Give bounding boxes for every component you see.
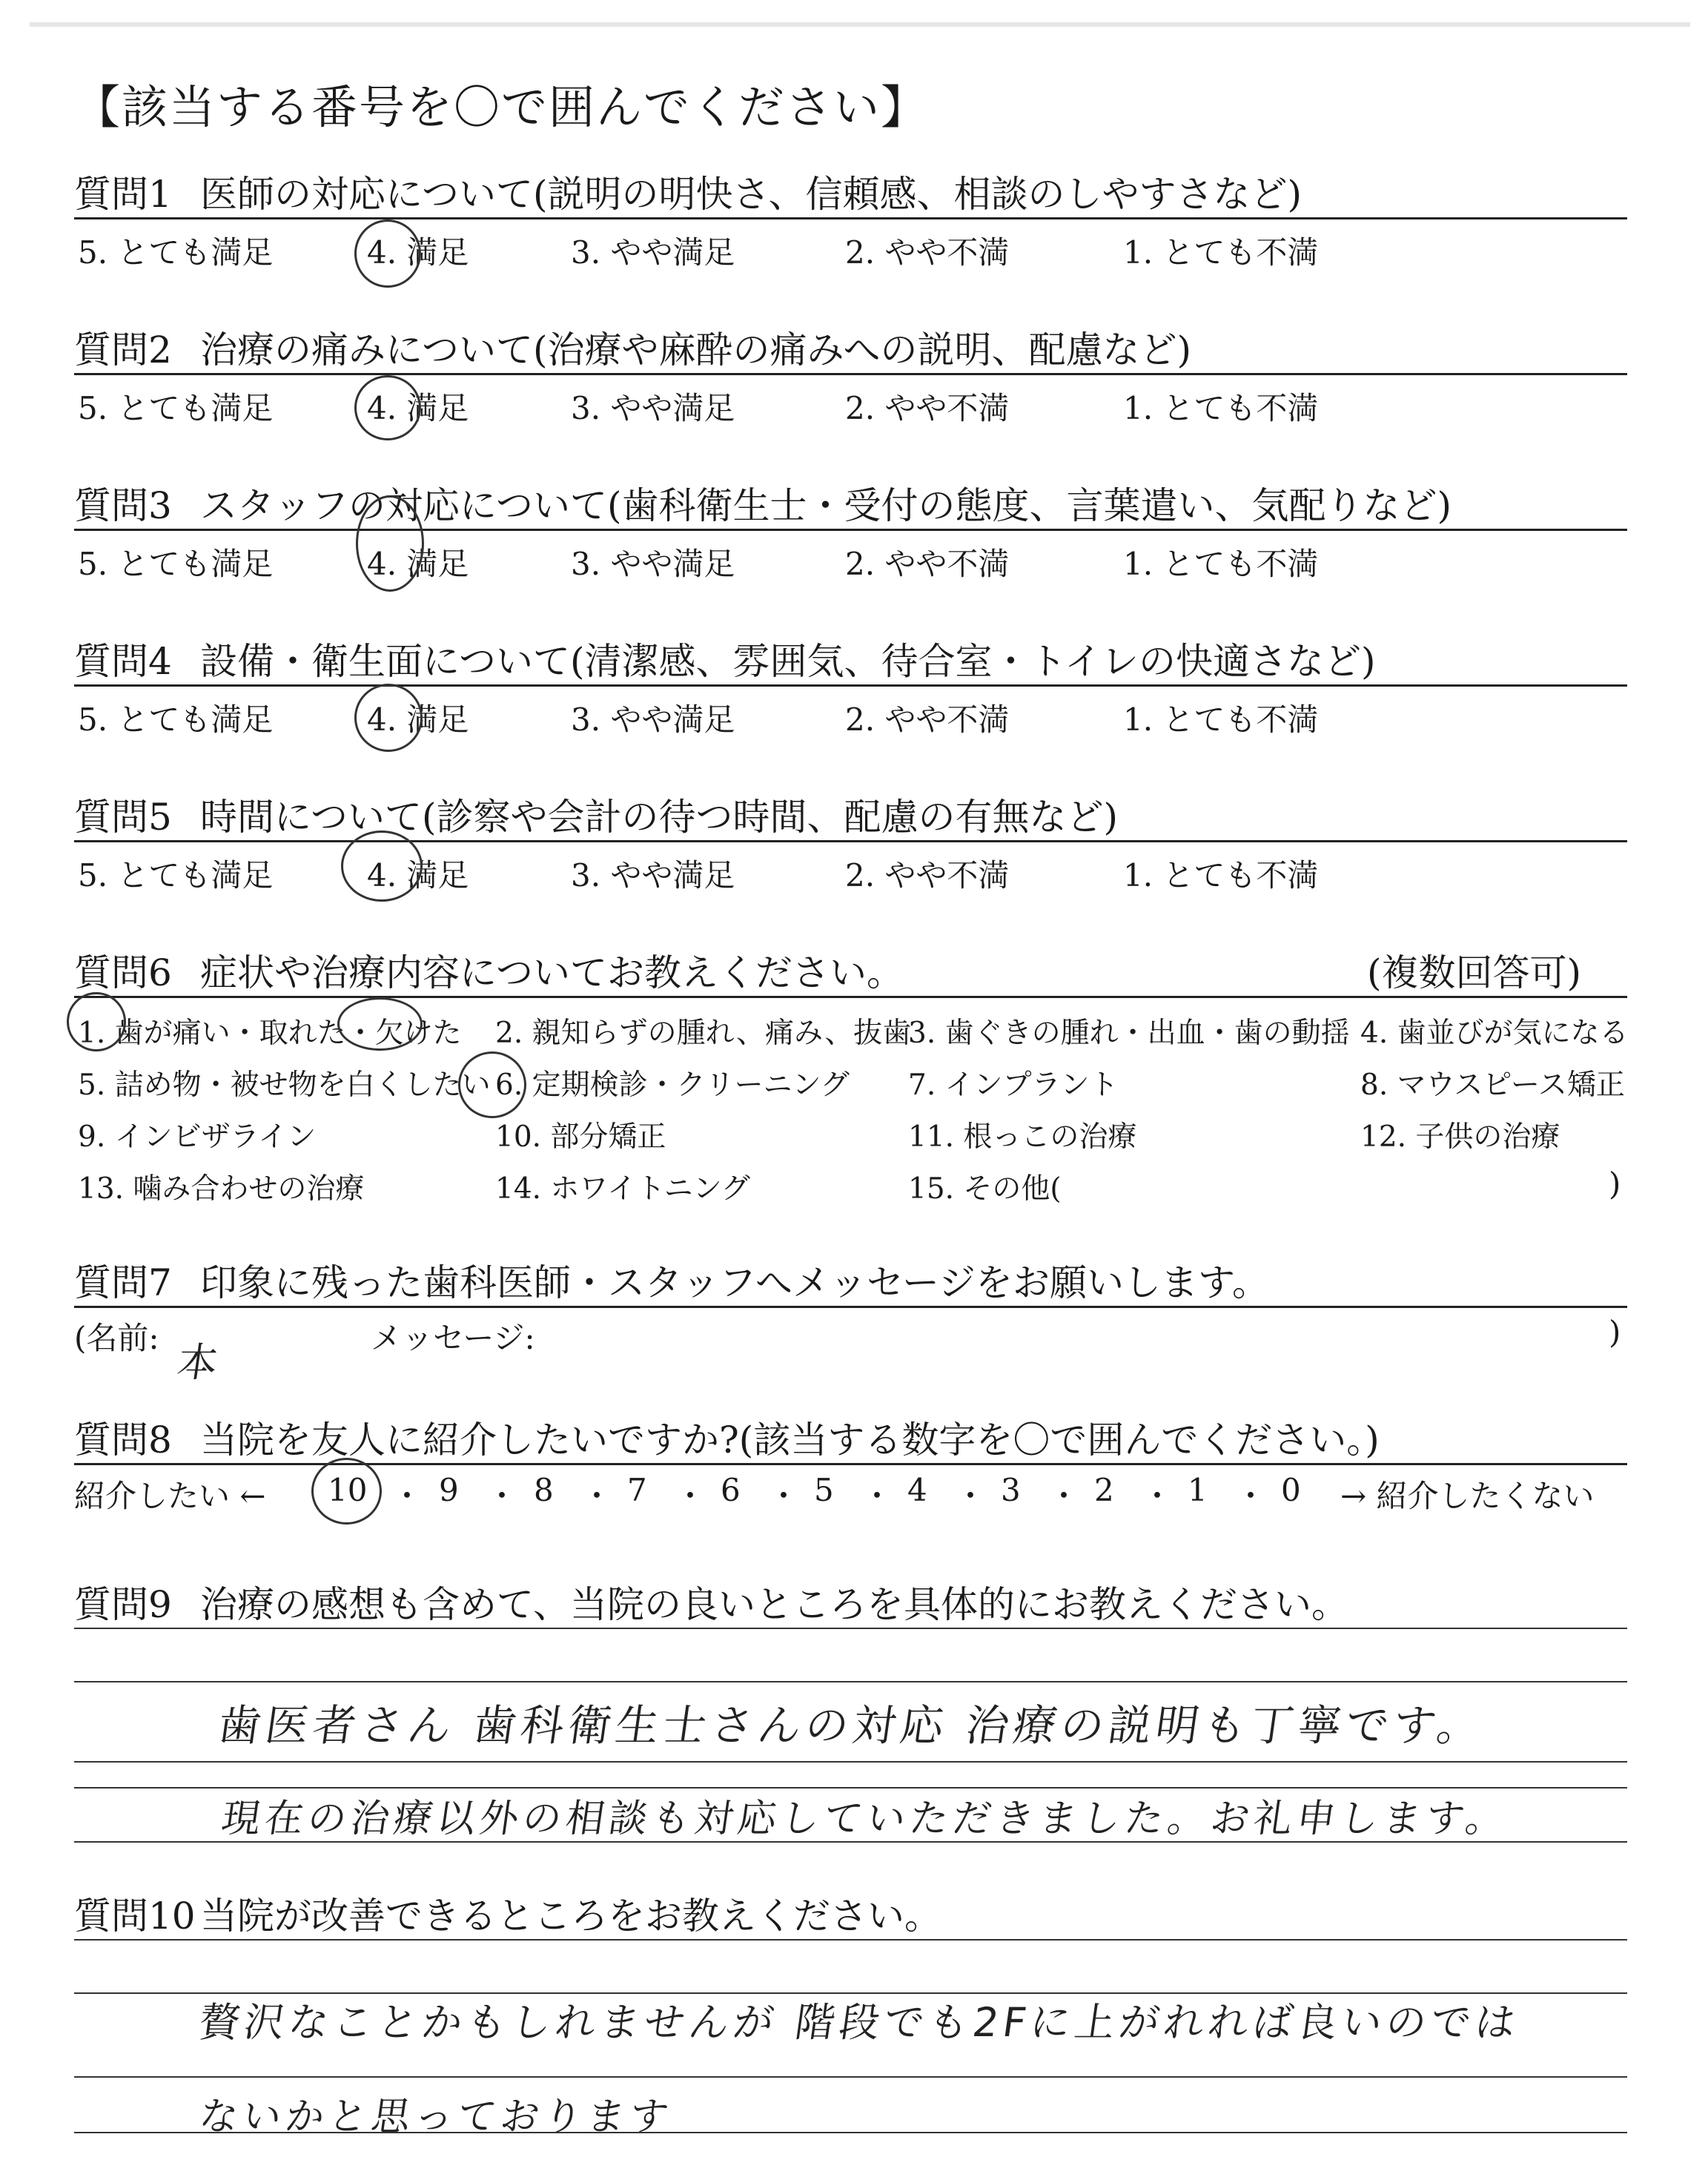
rating-option[interactable]: 5. とても満足 [78, 390, 274, 426]
symptom-option[interactable]: 9. インビザライン [78, 1120, 317, 1154]
rating-option[interactable]: 2. やや不満 [845, 546, 1010, 582]
scale-option-3[interactable]: 3 [1001, 1472, 1021, 1508]
scale-option-5[interactable]: 5 [814, 1472, 834, 1508]
scale-separator: ・ [768, 1478, 800, 1514]
message-label[interactable]: メッセージ: [371, 1320, 535, 1356]
question-text: 治療の感想も含めて、当院の良いところを具体的にお教えください。 [200, 1583, 1348, 1626]
question-text: 症状や治療内容についてお教えください。 [200, 951, 904, 994]
rating-option[interactable]: 2. やや不満 [845, 234, 1010, 271]
question-text: 当院が改善できるところをお教えください。 [200, 1895, 941, 1938]
question-number: 質問7 [74, 1261, 172, 1304]
question-divider [74, 840, 1627, 842]
scale-separator: ・ [1235, 1478, 1267, 1514]
rating-option[interactable]: 4. 満足 [367, 234, 469, 271]
question-text: 当院を友人に紹介したいですか?(該当する数字を〇で囲んでください。) [200, 1418, 1380, 1462]
symptom-option[interactable]: 3. 歯ぐきの腫れ・出血・歯の動揺 [908, 1017, 1350, 1050]
rating-option[interactable]: 2. やや不満 [845, 857, 1010, 894]
symptom-option[interactable]: 6. 定期検診・クリーニング [495, 1069, 850, 1102]
answer-line [74, 1939, 1627, 1941]
answer-circle-mark [354, 375, 421, 440]
symptom-option[interactable]: 11. 根っこの治療 [908, 1120, 1137, 1154]
question-text: 治療の痛みについて(治療や麻酔の痛みへの説明、配慮など) [200, 328, 1192, 371]
question-divider [74, 1306, 1627, 1308]
scale-separator: ・ [486, 1478, 518, 1514]
recommend-left-label: 紹介したい ← [74, 1478, 266, 1514]
rating-option[interactable]: 5. とても満足 [78, 857, 274, 894]
rating-option[interactable]: 5. とても満足 [78, 234, 274, 271]
question-3 [74, 476, 1452, 529]
rating-option[interactable]: 2. やや不満 [845, 701, 1010, 738]
symptom-option[interactable]: 7. インプラント [908, 1069, 1119, 1102]
answer-line [74, 2076, 1627, 2078]
question-divider [74, 529, 1627, 531]
scale-option-6[interactable]: 6 [721, 1472, 741, 1508]
question-5 [74, 787, 1118, 841]
multiple-answer-note: (複数回答可) [1367, 951, 1582, 994]
question-number: 質問3 [74, 484, 172, 527]
question-text: スタッフの対応について(歯科衛生士・受付の態度、言葉遣い、気配りなど) [200, 484, 1452, 527]
symptom-option[interactable]: 5. 詰め物・被せ物を白くしたい [78, 1069, 491, 1102]
question-8 [74, 1410, 1380, 1464]
question-number: 質問4 [74, 640, 172, 683]
symptom-option[interactable]: 15. その他( [908, 1172, 1062, 1206]
question-number: 質問1 [74, 173, 172, 216]
question-2 [74, 320, 1191, 374]
scale-separator: ・ [675, 1478, 706, 1514]
question-number: 質問2 [74, 328, 172, 371]
question-number: 質問8 [74, 1418, 172, 1462]
symptom-option[interactable]: 8. マウスピース矯正 [1360, 1069, 1625, 1102]
scale-option-9[interactable]: 9 [439, 1472, 459, 1508]
question-divider [74, 1463, 1627, 1465]
question-9 [74, 1575, 1348, 1628]
rating-option[interactable]: 1. とても不満 [1123, 701, 1319, 738]
scale-separator: ・ [391, 1478, 423, 1514]
message-close-paren: ) [1609, 1314, 1621, 1350]
symptom-option[interactable]: 4. 歯並びが気になる [1360, 1017, 1629, 1050]
other-close-paren: ) [1609, 1166, 1621, 1202]
rating-option[interactable]: 1. とても不満 [1123, 546, 1319, 582]
question-number: 質問9 [74, 1583, 172, 1626]
answer-line [74, 1681, 1627, 1682]
rating-option[interactable]: 1. とても不満 [1123, 390, 1319, 426]
rating-option[interactable]: 3. やや満足 [571, 546, 735, 582]
handwritten-answer: 現在の治療以外の相談も対応していただきました。お礼申します。 [219, 1797, 1512, 1841]
answer-circle-mark [356, 495, 424, 592]
rating-option[interactable]: 5. とても満足 [78, 546, 274, 582]
top-edge-line [30, 22, 1690, 27]
rating-option[interactable]: 1. とても不満 [1123, 234, 1319, 271]
rating-option[interactable]: 4. 満足 [367, 857, 469, 894]
handwritten-answer: 歯医者さん 歯科衛生士さんの対応 治療の説明も丁寧です。 [214, 1700, 1489, 1751]
scale-separator: ・ [1142, 1478, 1174, 1514]
question-number: 質問5 [74, 796, 172, 839]
answer-circle-mark [337, 997, 423, 1051]
rating-option[interactable]: 4. 満足 [367, 701, 469, 738]
symptom-option[interactable]: 12. 子供の治療 [1360, 1120, 1560, 1154]
scale-separator: ・ [955, 1478, 987, 1514]
question-number: 質問6 [74, 951, 172, 994]
answer-circle-mark [354, 219, 421, 288]
question-divider [74, 684, 1627, 687]
rating-option[interactable]: 5. とても満足 [78, 701, 274, 738]
question-6 [74, 943, 1582, 997]
question-1 [74, 165, 1302, 218]
symptom-option[interactable]: 13. 噛み合わせの治療 [78, 1172, 365, 1206]
scale-option-7[interactable]: 7 [627, 1472, 647, 1508]
rating-option[interactable]: 4. 満足 [367, 390, 469, 426]
answer-circle-mark [458, 1051, 526, 1118]
rating-option[interactable]: 2. やや不満 [845, 390, 1010, 426]
scale-option-1[interactable]: 1 [1188, 1472, 1208, 1508]
page-title: 【該当する番号を〇で囲んでください】 [74, 80, 929, 134]
scale-option-4[interactable]: 4 [907, 1472, 927, 1508]
answer-line [74, 1628, 1627, 1629]
answer-circle-mark [341, 830, 423, 902]
recommend-right-label: → 紹介したくない [1340, 1478, 1595, 1514]
question-7 [74, 1253, 1269, 1307]
question-divider [74, 373, 1627, 375]
answer-circle-mark [67, 992, 126, 1051]
handwritten-answer: 贅沢なことかもしれませんが 階段でも2Fに上がれれば良いのでは [196, 1999, 1523, 2046]
rating-option[interactable]: 3. やや満足 [571, 701, 735, 738]
rating-option[interactable]: 1. とても不満 [1123, 857, 1319, 894]
scale-separator: ・ [581, 1478, 613, 1514]
answer-line [74, 1761, 1627, 1763]
question-number: 質問10 [74, 1895, 196, 1938]
scale-separator: ・ [861, 1478, 893, 1514]
symptom-option[interactable]: 10. 部分矯正 [495, 1120, 666, 1154]
symptom-option[interactable]: 2. 親知らずの腫れ、痛み、抜歯 [495, 1017, 912, 1050]
handwritten-name: 本 [174, 1339, 225, 1386]
name-label: (名前: [74, 1320, 159, 1356]
symptom-option[interactable]: 1. 歯が痛い・取れた・欠けた [78, 1017, 462, 1050]
rating-option[interactable]: 4. 満足 [367, 546, 469, 582]
question-4 [74, 632, 1376, 685]
question-divider [74, 217, 1627, 219]
question-divider [74, 996, 1627, 998]
scale-option-0[interactable]: 0 [1281, 1472, 1301, 1508]
answer-circle-mark [311, 1458, 382, 1525]
scale-option-10[interactable]: 10 [328, 1472, 368, 1508]
answer-circle-mark [354, 684, 423, 752]
scale-option-8[interactable]: 8 [534, 1472, 554, 1508]
rating-option[interactable]: 3. やや満足 [571, 390, 735, 426]
question-text: 印象に残った歯科医師・スタッフへメッセージをお願いします。 [200, 1261, 1269, 1304]
question-10 [74, 1886, 941, 1940]
question-text: 医師の対応について(説明の明快さ、信頼感、相談のしやすさなど) [200, 173, 1302, 216]
rating-option[interactable]: 3. やや満足 [571, 857, 735, 894]
rating-option[interactable]: 3. やや満足 [571, 234, 735, 271]
question-text: 時間について(診察や会計の待つ時間、配慮の有無など) [200, 796, 1119, 839]
handwritten-answer: ないかと思っております [196, 2095, 676, 2139]
question-text: 設備・衛生面について(清潔感、雰囲気、待合室・トイレの快適さなど) [200, 640, 1376, 683]
scale-option-2[interactable]: 2 [1094, 1472, 1114, 1508]
scale-separator: ・ [1048, 1478, 1080, 1514]
symptom-option[interactable]: 14. ホワイトニング [495, 1172, 750, 1206]
